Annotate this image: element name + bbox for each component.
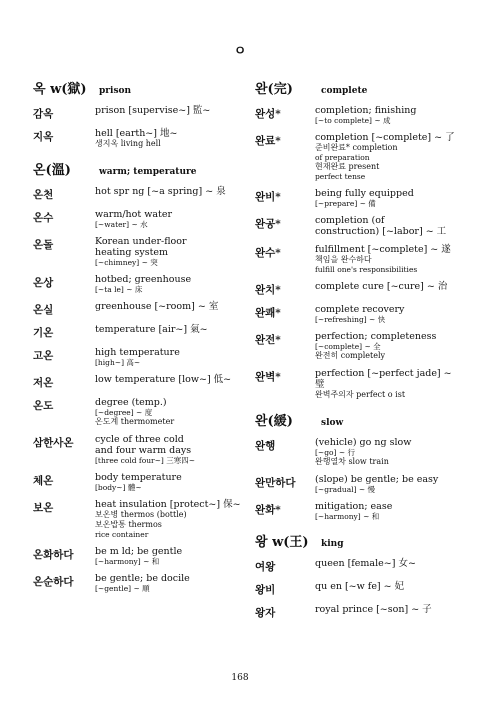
entry-headword: 완만하다 (255, 477, 296, 489)
entry-definition (95, 105, 243, 121)
dictionary-entry (33, 347, 243, 367)
definition-line: be gentle; be docile (95, 573, 190, 584)
definition-line: temperature [air~] 氣~ (95, 324, 208, 335)
etymology-note: [~go] ~ 行 (315, 448, 356, 457)
etymology-note: [three cold four~] 三寒四~ (95, 456, 196, 465)
definition-line: mitigation; ease (315, 501, 393, 512)
dictionary-entry (33, 397, 243, 427)
entry-definition (95, 374, 243, 390)
definition-line: heating system (95, 247, 169, 258)
etymology-note: [~chimney] ~ 突 (95, 258, 158, 267)
dictionary-entry (255, 244, 460, 274)
dictionary-entry (255, 188, 460, 208)
etymology-note: [~harmony] ~ 和 (315, 512, 380, 521)
definition-line: be m ld; be gentle (95, 546, 183, 557)
entry-definition (315, 244, 460, 274)
dictionary-entry (255, 105, 460, 125)
definition-line: cycle of three cold (95, 434, 184, 445)
definition-line: Korean under-floor (95, 236, 187, 247)
entry-headword: 온수 (33, 212, 54, 224)
dictionary-entry (255, 304, 460, 324)
left-column (33, 78, 243, 603)
entry-headword: 온돌 (33, 239, 54, 251)
entry-headword: 감옥 (33, 108, 54, 120)
page-header: ㅇ (233, 44, 247, 59)
dictionary-entry (255, 501, 460, 521)
etymology-note: of preparation (315, 153, 370, 162)
section-heading (255, 410, 460, 429)
derived-term: 완전히 completely (315, 351, 386, 360)
entry-headword: 완비* (255, 191, 281, 203)
section-syllable: 온(溫) (33, 163, 71, 178)
definition-line: hotbed; greenhouse (95, 274, 192, 285)
entry-definition (315, 331, 460, 361)
entry-headword: 보온 (33, 502, 54, 514)
entry-definition (95, 472, 243, 492)
etymology-note: [~gradual] ~ 慢 (315, 485, 376, 494)
dictionary-entry (255, 558, 460, 574)
etymology-note: [~harmony] ~ 和 (95, 557, 160, 566)
entry-headword: 완전* (255, 334, 281, 346)
dictionary-section (33, 78, 243, 149)
page-number: 168 (231, 673, 249, 683)
entry-definition (95, 324, 243, 340)
entry-definition (95, 573, 243, 593)
derived-term: 보온밥통 thermos (95, 520, 162, 529)
entry-headword: 온실 (33, 304, 54, 316)
definition-line: high temperature (95, 347, 180, 358)
section-gloss: king (321, 539, 344, 549)
entry-definition (95, 499, 243, 539)
etymology-note: [~degree] ~ 度 (95, 408, 153, 417)
section-gloss: prison (99, 86, 132, 96)
entry-headword: 왕비 (255, 584, 276, 596)
entry-definition (95, 397, 243, 427)
entry-definition (95, 236, 243, 267)
section-gloss: complete (321, 86, 368, 96)
etymology-note: [high~] 高~ (95, 358, 141, 367)
definition-line: perfection; completeness (315, 331, 437, 342)
derived-term: 보온병 thermos (bottle) (95, 510, 187, 519)
derived-term: 완행열차 slow train (315, 457, 389, 466)
dictionary-entry (255, 215, 460, 237)
dictionary-entry (33, 128, 243, 149)
definition-line: completion [~complete] ~ 了 (315, 132, 455, 143)
definition-line: complete recovery (315, 304, 405, 315)
etymology-note: [body~] 體~ (95, 483, 142, 492)
entry-definition (315, 558, 460, 574)
entry-definition (95, 434, 243, 465)
definition-line: fulfillment [~complete] ~ 遂 (315, 244, 451, 255)
dictionary-entry (33, 209, 243, 229)
entry-definition (95, 186, 243, 202)
entry-definition (315, 281, 460, 297)
dictionary-entry (33, 274, 243, 294)
entry-headword: 지옥 (33, 131, 54, 143)
derived-term: 완벽주의자 perfect o ist (315, 390, 406, 399)
entry-headword: 왕자 (255, 607, 276, 619)
dictionary-entry (33, 301, 243, 317)
entry-definition (315, 604, 460, 620)
dictionary-section (255, 531, 460, 620)
definition-line: body temperature (95, 472, 182, 483)
etymology-note: [~to complete] ~ 成 (315, 116, 391, 125)
definition-line: being fully equipped (315, 188, 414, 199)
definition-line: warm/hot water (95, 209, 172, 220)
etymology-note: [~water] ~ 水 (95, 220, 148, 229)
entry-headword: 완수* (255, 247, 281, 259)
dictionary-entry (255, 331, 460, 361)
section-syllable: 완(完) (255, 82, 293, 97)
entry-headword: 저온 (33, 377, 54, 389)
dictionary-entry (255, 474, 460, 494)
definition-line: low temperature [low~] 低~ (95, 374, 232, 385)
dictionary-section (33, 159, 243, 593)
etymology-note: [~refreshing] ~ 快 (315, 315, 386, 324)
entry-headword: 온천 (33, 189, 54, 201)
entry-definition (315, 501, 460, 521)
definition-line: and four warm days (95, 445, 192, 456)
dictionary-entry (255, 281, 460, 297)
entry-headword: 온도 (33, 400, 54, 412)
entry-headword: 고온 (33, 350, 54, 362)
dictionary-entry (33, 236, 243, 267)
section-heading (33, 159, 243, 178)
etymology-note: [~complete] ~ 全 (315, 342, 381, 351)
etymology-note: perfect tense (315, 172, 366, 181)
section-heading (255, 531, 460, 550)
entry-headword: 완성* (255, 108, 281, 120)
definition-line: (slope) be gentle; be easy (315, 474, 439, 485)
entry-definition (315, 105, 460, 125)
dictionary-entry (255, 132, 460, 181)
dictionary-entry (33, 105, 243, 121)
derived-term: 온도계 thermometer (95, 417, 175, 426)
entry-definition (315, 581, 460, 597)
etymology-note: [~gentle] ~ 順 (95, 584, 150, 593)
dictionary-entry (255, 604, 460, 620)
definition-line: heat insulation [protect~] 保~ (95, 499, 241, 510)
dictionary-entry (255, 581, 460, 597)
entry-definition (95, 347, 243, 367)
entry-headword: 완벽* (255, 371, 281, 383)
entry-headword: 체온 (33, 475, 54, 487)
section-syllable: 옥 w(獄) (33, 82, 87, 97)
etymology-note: [~prepare] ~ 備 (315, 199, 376, 208)
derived-term: 준비완료* completion (315, 143, 398, 152)
right-column (255, 78, 460, 630)
section-syllable: 왕 w(王) (255, 535, 309, 550)
entry-definition (95, 274, 243, 294)
etymology-note: fulfill one's responsibilities (315, 265, 418, 274)
entry-headword: 완료* (255, 135, 281, 147)
entry-headword: 삼한사온 (33, 437, 74, 449)
definition-line: hell [earth~] 地~ (95, 128, 178, 139)
entry-definition (95, 546, 243, 566)
dictionary-entry (33, 573, 243, 593)
dictionary-entry (33, 546, 243, 566)
entry-headword: 완공* (255, 218, 281, 230)
entry-definition (315, 368, 460, 400)
dictionary-entry (33, 499, 243, 539)
entry-headword: 여왕 (255, 561, 276, 573)
definition-line: royal prince [~son] ~ 子 (315, 604, 432, 615)
definition-line: queen [female~] 女~ (315, 558, 416, 569)
entry-definition (315, 304, 460, 324)
entry-definition (315, 132, 460, 181)
dictionary-entry (33, 374, 243, 390)
definition-line: completion; finishing (315, 105, 417, 116)
entry-headword: 완화* (255, 504, 281, 516)
dictionary-section (255, 410, 460, 521)
derived-term: 책임을 완수하다 (315, 255, 372, 264)
etymology-note: rice container (95, 530, 149, 539)
entry-definition (315, 188, 460, 208)
definition-line: qu en [~w fe] ~ 妃 (315, 581, 405, 592)
dictionary-entry (255, 368, 460, 400)
entry-definition (315, 474, 460, 494)
entry-headword: 완행 (255, 440, 276, 452)
entry-definition (95, 301, 243, 317)
entry-headword: 온순하다 (33, 576, 74, 588)
etymology-note: [~ta le] ~ 床 (95, 285, 143, 294)
dictionary-entry (33, 186, 243, 202)
entry-headword: 기온 (33, 327, 54, 339)
entry-definition (315, 437, 460, 467)
dictionary-entry (33, 434, 243, 465)
definition-line: greenhouse [~room] ~ 室 (95, 301, 219, 312)
definition-line: complete cure [~cure] ~ 治 (315, 281, 448, 292)
derived-term: 현재완료 present (315, 162, 380, 171)
entry-definition (315, 215, 460, 237)
dictionary-entry (255, 437, 460, 467)
entry-definition (95, 128, 243, 149)
dictionary-entry (33, 324, 243, 340)
section-gloss: warm; temperature (99, 167, 197, 177)
entry-headword: 완치* (255, 284, 281, 296)
entry-headword: 완쾌* (255, 307, 281, 319)
definition-line: construction) [~labor] ~ 工 (315, 226, 447, 237)
definition-line: degree (temp.) (95, 397, 167, 408)
entry-headword: 온화하다 (33, 549, 74, 561)
definition-line: completion (of (315, 215, 385, 226)
definition-line: hot spr ng [~a spring] ~ 泉 (95, 186, 226, 197)
section-gloss: slow (321, 418, 344, 428)
section-syllable: 완(緩) (255, 414, 293, 429)
section-heading (33, 78, 243, 97)
entry-headword: 온상 (33, 277, 54, 289)
definition-line: perfection [~perfect jade] ~ 璧 (315, 368, 452, 390)
dictionary-entry (33, 472, 243, 492)
definition-line: prison [supervise~] 監~ (95, 105, 211, 116)
section-heading (255, 78, 460, 97)
entry-definition (95, 209, 243, 229)
dictionary-section (255, 78, 460, 400)
derived-term: 생지옥 living hell (95, 139, 161, 148)
definition-line: (vehicle) go ng slow (315, 437, 412, 448)
